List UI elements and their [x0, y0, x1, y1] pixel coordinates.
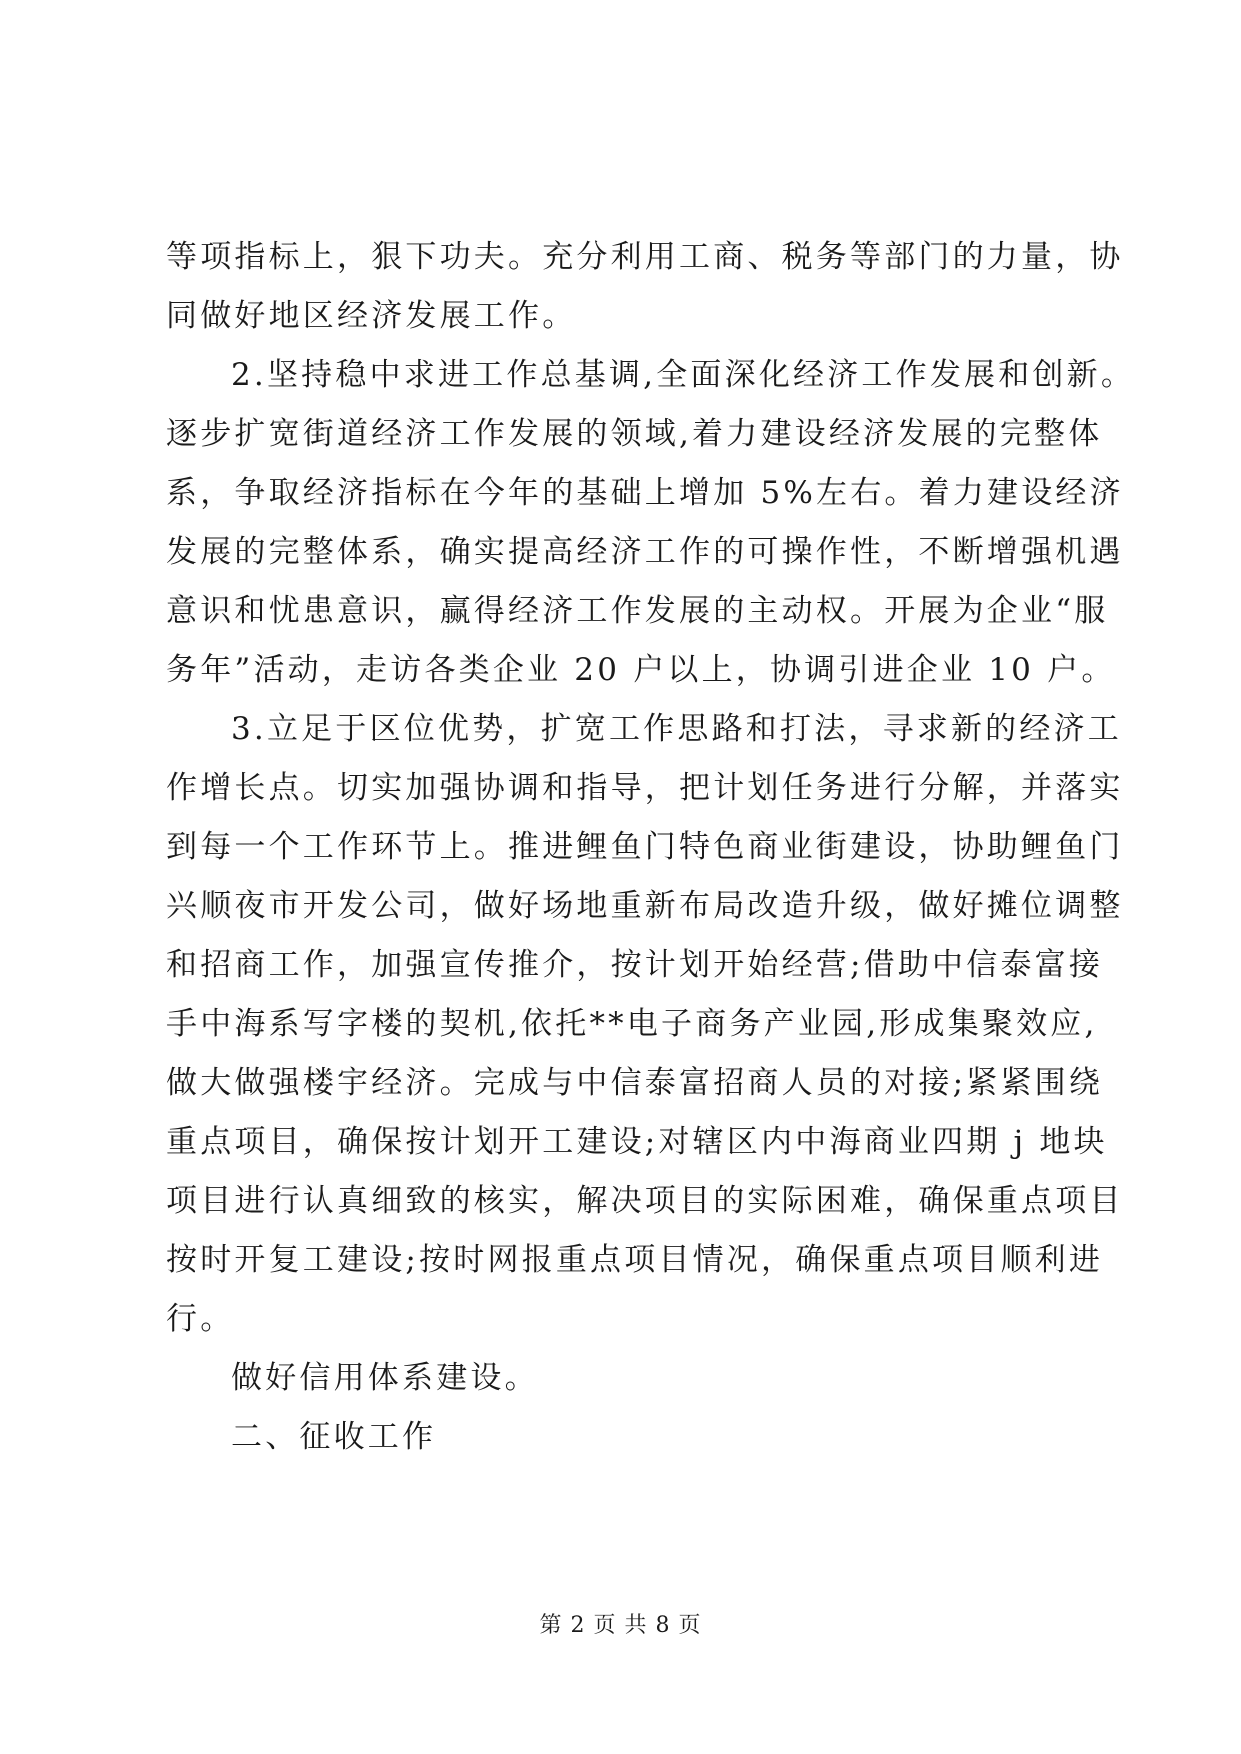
text-line: 发展的完整体系，确实提高经济工作的可操作性，不断增强机遇 [166, 534, 1124, 570]
text-line: 2.坚持稳中求进工作总基调,全面深化经济工作发展和创新。 [231, 357, 1136, 393]
text-line: 作增长点。切实加强协调和指导，把计划任务进行分解，并落实 [166, 770, 1124, 806]
text-line: 重点项目，确保按计划开工建设;对辖区内中海商业四期 j 地块 [166, 1124, 1108, 1160]
text-line: 手中海系写字楼的契机,依托**电子商务产业园,形成集聚效应, [166, 1006, 1098, 1042]
text-line: 做好信用体系建设。 [231, 1360, 539, 1396]
text-line: 兴顺夜市开发公司，做好场地重新布局改造升级，做好摊位调整 [166, 888, 1124, 924]
text-line: 务年”活动，走访各类企业 20 户以上，协调引进企业 10 户。 [166, 652, 1116, 688]
text-line: 系，争取经济指标在今年的基础上增加 5%左右。着力建设经济 [166, 475, 1124, 511]
text-line: 做大做强楼宇经济。完成与中信泰富招商人员的对接;紧紧围绕 [166, 1065, 1104, 1101]
text-line: 逐步扩宽街道经济工作发展的领域,着力建设经济发展的完整体 [166, 416, 1103, 452]
text-line: 和招商工作，加强宣传推介，按计划开始经营;借助中信泰富接 [166, 947, 1104, 983]
text-line: 按时开复工建设;按时网报重点项目情况，确保重点项目顺利进 [166, 1242, 1104, 1278]
text-line: 二、征收工作 [231, 1419, 437, 1455]
text-line: 行。 [166, 1301, 235, 1337]
text-line: 到每一个工作环节上。推进鲤鱼门特色商业街建设，协助鲤鱼门 [166, 829, 1124, 865]
text-line: 等项指标上，狠下功夫。充分利用工商、税务等部门的力量，协 [166, 239, 1124, 275]
text-line: 3.立足于区位优势，扩宽工作思路和打法，寻求新的经济工 [231, 711, 1122, 747]
page-footer: 第 2 页 共 8 页 [539, 1613, 702, 1638]
text-line: 意识和忧患意识，赢得经济工作发展的主动权。开展为企业“服 [166, 593, 1109, 629]
text-line: 项目进行认真细致的核实，解决项目的实际困难，确保重点项目 [166, 1183, 1124, 1219]
document-body [166, 228, 1136, 1467]
text-line: 同做好地区经济发展工作。 [166, 298, 577, 334]
